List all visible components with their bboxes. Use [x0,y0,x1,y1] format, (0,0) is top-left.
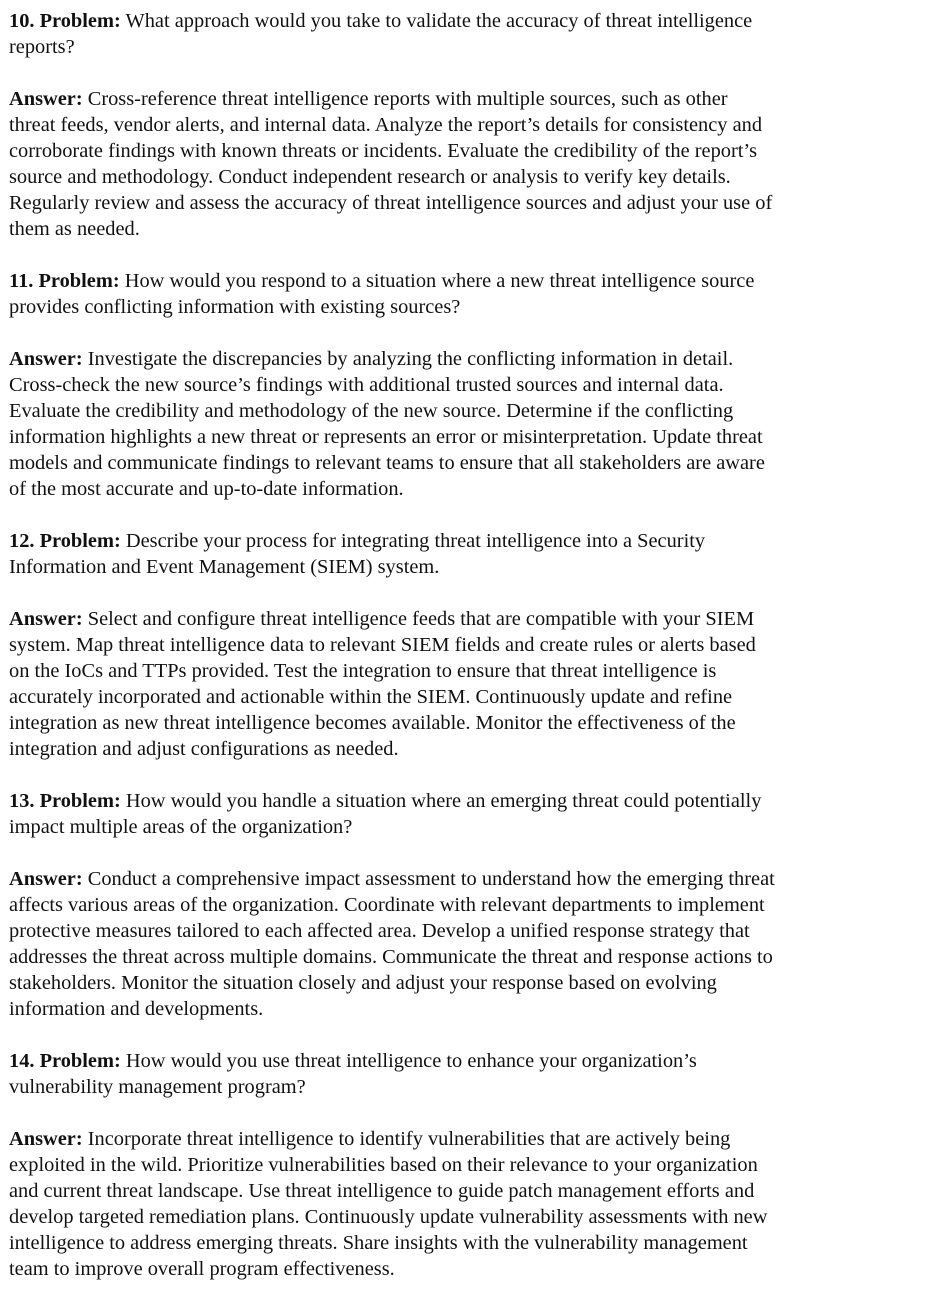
text-line: threat feeds, vendor alerts, and internal data. Analyze the report’s details for consistency and [9,114,763,136]
answer-text: Investigate the discrepancies by analyzing the conflicting information in detail. [82,348,734,370]
text-line: of the most accurate and up-to-date information. [9,478,404,500]
text-line: Regularly review and assess the accuracy of threat intelligence sources and adjust your use of [9,192,773,214]
answer-label: Answer: [9,348,83,370]
problem-text: How would you respond to a situation where a new threat intelligence source [119,270,755,292]
text-line: addresses the threat across multiple domains. Communicate the threat and response actions to [9,946,773,968]
answer-text: Conduct a comprehensive impact assessment to understand how the emerging threat [82,868,775,890]
problem-paragraph [9,1048,934,1100]
text-line [9,528,934,554]
text-line: Cross-check the new source’s findings with additional trusted sources and internal data. [9,374,724,396]
text-line: corroborate findings with known threats or incidents. Evaluate the credibility of the report’s [9,140,758,162]
text-line: protective measures tailored to each affected area. Develop a unified response strategy that [9,920,750,942]
problem-label: 11. Problem: [9,270,120,292]
problem-text: Describe your process for integrating threat intelligence into a Security [120,530,706,552]
answer-paragraph [9,606,934,762]
answer-label: Answer: [9,1128,83,1150]
text-line: impact multiple areas of the organization? [9,816,353,838]
text-line: integration and adjust configurations as needed. [9,738,399,760]
text-line: on the IoCs and TTPs provided. Test the integration to ensure that threat intelligence is [9,660,717,682]
text-line: Information and Event Management (SIEM) system. [9,556,440,578]
problem-text: How would you handle a situation where an emerging threat could potentially [120,790,762,812]
problem-label: 12. Problem: [9,530,121,552]
text-line [9,606,934,632]
problem-paragraph [9,788,934,840]
text-line [9,86,934,112]
text-line: system. Map threat intelligence data to relevant SIEM fields and create rules or alerts based [9,634,756,656]
problem-paragraph [9,528,934,580]
text-line [9,866,934,892]
text-line [9,346,934,372]
answer-text: Cross-reference threat intelligence reports with multiple sources, such as other [82,88,728,110]
text-line: team to improve overall program effectiveness. [9,1258,395,1280]
answer-paragraph [9,346,934,502]
answer-paragraph [9,86,934,242]
text-line: models and communicate findings to relevant teams to ensure that all stakeholders are aware [9,452,765,474]
text-line: information highlights a new threat or represents an error or misinterpretation. Update threat [9,426,763,448]
text-line: and current threat landscape. Use threat intelligence to guide patch management efforts and [9,1180,755,1202]
problem-paragraph [9,8,934,60]
text-line: exploited in the wild. Prioritize vulnerabilities based on their relevance to your organization [9,1154,758,1176]
problem-label: 13. Problem: [9,790,121,812]
problem-text: How would you use threat intelligence to enhance your organization’s [120,1050,697,1072]
problem-label: 14. Problem: [9,1050,121,1072]
answer-label: Answer: [9,608,83,630]
text-line [9,1048,934,1074]
text-line: develop targeted remediation plans. Continuously update vulnerability assessments with new [9,1206,768,1228]
answer-label: Answer: [9,868,83,890]
answer-text: Incorporate threat intelligence to identify vulnerabilities that are actively being [82,1128,731,1150]
text-line: provides conflicting information with existing sources? [9,296,461,318]
text-line: affects various areas of the organization. Coordinate with relevant departments to implement [9,894,765,916]
text-line [9,8,934,34]
problem-paragraph [9,268,934,320]
text-line: information and developments. [9,998,264,1020]
text-line: them as needed. [9,218,140,240]
text-line: stakeholders. Monitor the situation closely and adjust your response based on evolving [9,972,717,994]
answer-paragraph [9,1126,934,1282]
problem-label: 10. Problem: [9,10,121,32]
text-line: accurately incorporated and actionable within the SIEM. Continuously update and refine [9,686,733,708]
text-line: intelligence to address emerging threats. Share insights with the vulnerability management [9,1232,748,1254]
text-line [9,268,934,294]
text-line [9,1126,934,1152]
text-line: integration as new threat intelligence becomes available. Monitor the effectiveness of the [9,712,736,734]
problem-text: What approach would you take to validate the accuracy of threat intelligence [120,10,753,32]
answer-label: Answer: [9,88,83,110]
text-line: vulnerability management program? [9,1076,306,1098]
answer-paragraph [9,866,934,1022]
text-line: source and methodology. Conduct independent research or analysis to verify key details. [9,166,731,188]
text-line: reports? [9,36,75,58]
answer-text: Select and configure threat intelligence feeds that are compatible with your SIEM [82,608,755,630]
text-line: Evaluate the credibility and methodology of the new source. Determine if the conflicting [9,400,734,422]
text-line [9,788,934,814]
